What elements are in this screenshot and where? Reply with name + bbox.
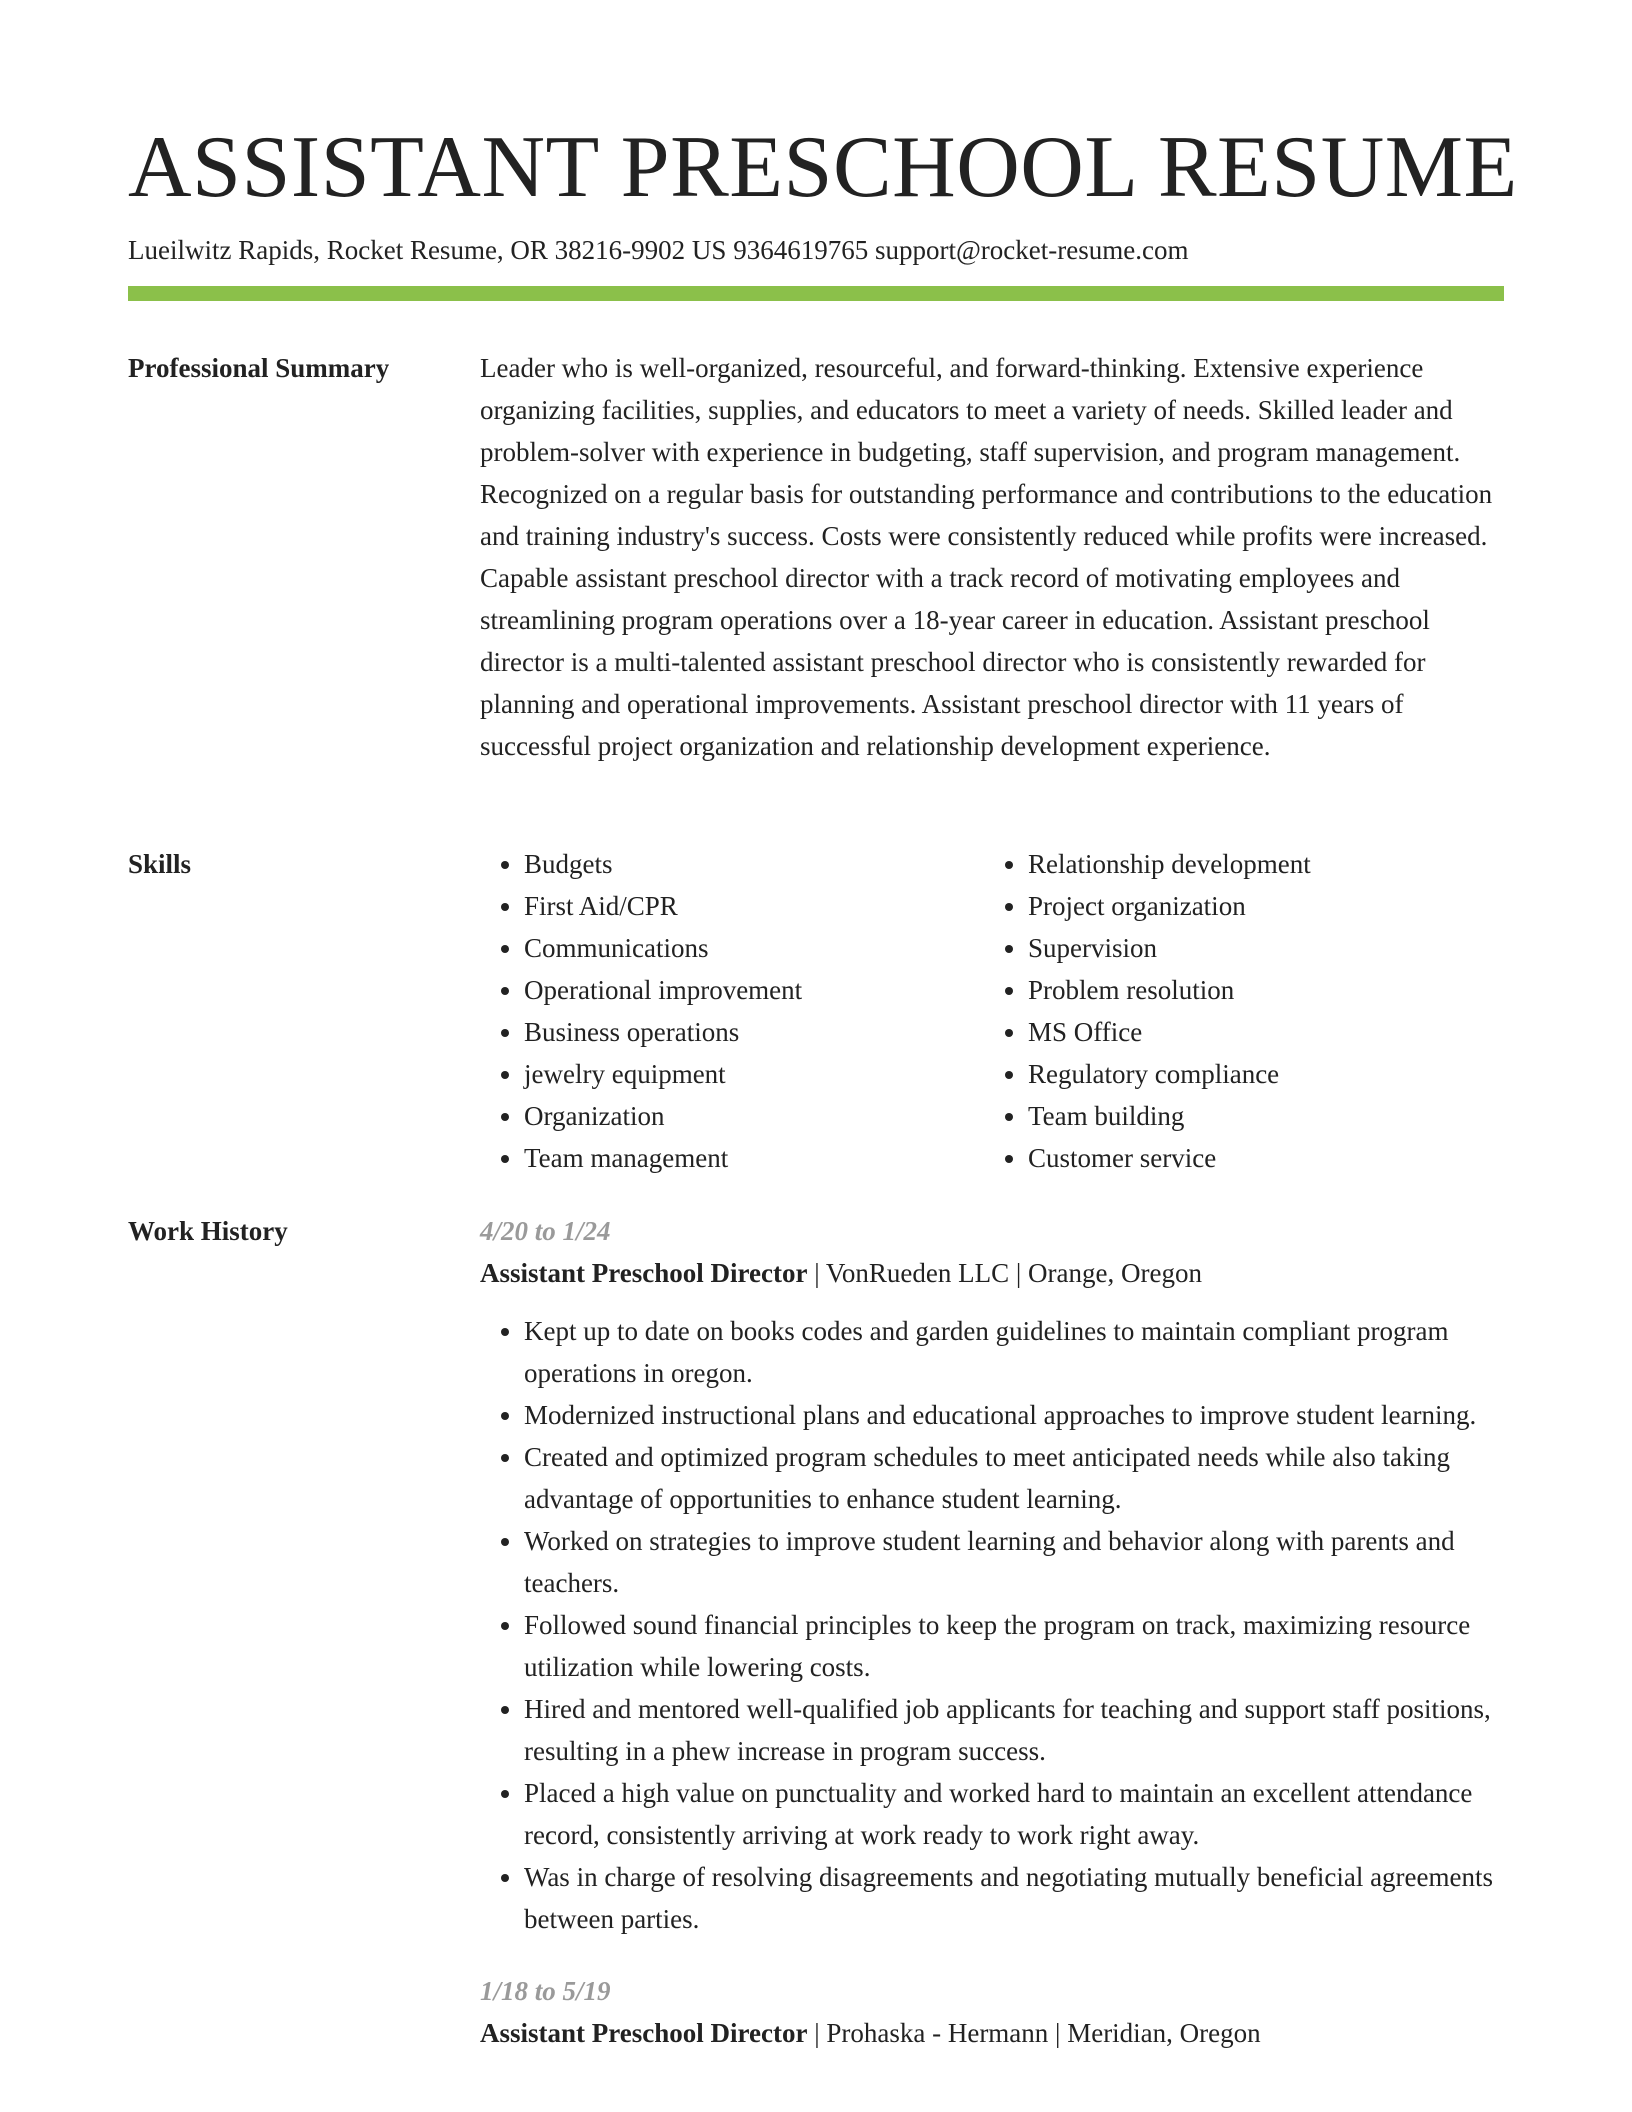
work-history-body xyxy=(480,1210,1506,2054)
job-title: Assistant Preschool Director xyxy=(480,2018,808,2048)
skill-item: • Organization xyxy=(524,1095,984,1137)
skill-item: • Relationship development xyxy=(1028,843,1311,885)
job-bullet: • Worked on strategies to improve student learning and behavior along with parents and teachers. xyxy=(524,1520,1506,1604)
job-bullet: • Was in charge of resolving disagreements and negotiating mutually beneficial agreements between parties. xyxy=(524,1856,1506,1940)
skill-item: • Project organization xyxy=(1028,885,1311,927)
skill-item: • Team building xyxy=(1028,1095,1311,1137)
skill-item: • jewelry equipment xyxy=(524,1053,984,1095)
job-bullet: • Kept up to date on books codes and garden guidelines to maintain compliant program operations in oregon. xyxy=(524,1310,1506,1394)
summary-body xyxy=(480,347,1506,767)
work-history-label: Work History xyxy=(128,1216,288,1246)
skill-item: • Customer service xyxy=(1028,1137,1311,1179)
job-bullet: • Placed a high value on punctuality and worked hard to maintain an excellent attendance record, consistently arriving at work ready to work right away. xyxy=(524,1772,1506,1856)
skill-item: • Operational improvement xyxy=(524,969,984,1011)
job-dates: 4/20 to 1/24 xyxy=(480,1216,611,1246)
summary-text: Leader who is well-organized, resourceful, and forward-thinking. Extensive experience organizing facilities, supplies, and educators to meet a variety of needs. Skilled leader and problem-solver with experience in budgeting, staff supervision, and program management. Recognized on a regular basis for outstanding performance and contributions to the education and training industry's success. Costs were consistently reduced while profits were increased. Capable assistant preschool director with a track record of motivating employees and streamlining program operations over a 18-year career in education. Assistant preschool director is a multi-talented assistant preschool director who is consistently rewarded for planning and operational improvements. Assistant preschool director with 11 years of successful project organization and relationship development experience. xyxy=(480,353,1493,761)
skills-list-right xyxy=(984,843,1311,1179)
job-details: | VonRueden LLC | Orange, Oregon xyxy=(807,1258,1202,1288)
skill-item: • Communications xyxy=(524,927,984,969)
skills-body xyxy=(480,843,1506,1179)
skill-item: • Budgets xyxy=(524,843,984,885)
job-title: Assistant Preschool Director xyxy=(480,1258,808,1288)
accent-divider xyxy=(128,286,1504,301)
skills-columns xyxy=(480,843,1506,1179)
job-heading xyxy=(480,2012,1506,2054)
job-heading xyxy=(480,1252,1506,1294)
resume-title: ASSISTANT PRESCHOOL RESUME xyxy=(128,119,1518,216)
job-bullets xyxy=(480,1310,1506,1940)
job-bullet: • Created and optimized program schedules to meet anticipated needs while also taking advantage of opportunities to enhance student learning. xyxy=(524,1436,1506,1520)
job-bullet: • Hired and mentored well-qualified job applicants for teaching and support staff positions, resulting in a phew increase in program success. xyxy=(524,1688,1506,1772)
skill-item: • Supervision xyxy=(1028,927,1311,969)
summary-label: Professional Summary xyxy=(128,353,390,383)
job-entry xyxy=(480,1210,1506,1940)
skill-item: • Regulatory compliance xyxy=(1028,1053,1311,1095)
skills-list-left xyxy=(480,843,984,1179)
contact-line: Lueilwitz Rapids, Rocket Resume, OR 38216-9902 US 9364619765 support@rocket-resume.com xyxy=(128,235,1189,265)
job-dates: 1/18 to 5/19 xyxy=(480,1976,611,2006)
skill-item: • Problem resolution xyxy=(1028,969,1311,1011)
job-bullet: • Followed sound financial principles to keep the program on track, maximizing resource utilization while lowering costs. xyxy=(524,1604,1506,1688)
skill-item: • Team management xyxy=(524,1137,984,1179)
skill-item: • First Aid/CPR xyxy=(524,885,984,927)
job-bullet: • Modernized instructional plans and educational approaches to improve student learning. xyxy=(524,1394,1506,1436)
skill-item: • Business operations xyxy=(524,1011,984,1053)
job-entry xyxy=(480,1970,1506,2054)
skill-item: • MS Office xyxy=(1028,1011,1311,1053)
job-details: | Prohaska - Hermann | Meridian, Oregon xyxy=(807,2018,1261,2048)
skills-label: Skills xyxy=(128,849,192,879)
